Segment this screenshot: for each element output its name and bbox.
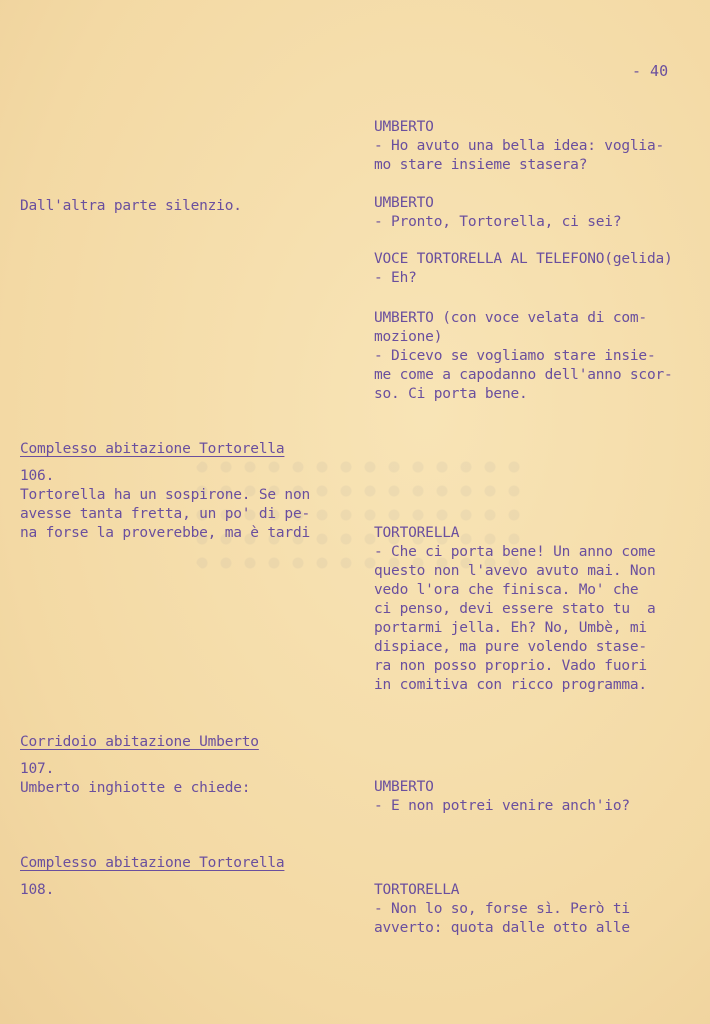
dialogue-line: mo stare insieme stasera? [374,157,588,173]
dialogue-line: in comitiva con ricco programma. [374,677,647,693]
dialogue-line: - Ho avuto una bella idea: voglia- [374,138,665,154]
dialogue-line: vedo l'ora che finisca. Mo' che [374,582,639,598]
dialogue-line: - Pronto, Tortorella, ci sei? [374,214,622,230]
character-name: TORTORELLA [374,882,460,898]
dialogue-line: - E non potrei venire anch'io? [374,798,630,814]
character-name: UMBERTO (con voce velata di com- [374,310,647,326]
action-text: Umberto inghiotte e chiede: [20,780,251,796]
dialogue-line: questo non l'avevo avuto mai. Non [374,563,656,579]
scene-heading: Corridoio abitazione Umberto [20,734,259,750]
dialogue-line: portarmi jella. Eh? No, Umbè, mi [374,620,647,636]
dialogue-line: me come a capodanno dell'anno scor- [374,367,673,383]
dialogue-line: mozione) [374,329,443,345]
dialogue-line: ci penso, devi essere stato tu a [374,601,656,617]
action-text: Dall'altra parte silenzio. [20,198,242,214]
character-name: UMBERTO [374,119,434,135]
scene-number: 108. [20,882,55,898]
dialogue-line: - Non lo so, forse sì. Però ti [374,901,630,917]
scene-number: 106. [20,468,55,484]
dialogue-line: - Eh? [374,270,417,286]
character-name: VOCE TORTORELLA AL TELEFONO(gelida) [374,251,673,267]
dialogue-line: ra non posso proprio. Vado fuori [374,658,647,674]
scene-number: 107. [20,761,55,777]
dialogue-line: - Dicevo se vogliamo stare insie- [374,348,656,364]
scene-heading: Complesso abitazione Tortorella [20,441,285,457]
action-text: Tortorella ha un sospirone. Se non [20,487,311,503]
dialogue-line: so. Ci porta bene. [374,386,528,402]
scene-heading: Complesso abitazione Tortorella [20,855,285,871]
character-name: UMBERTO [374,195,434,211]
dialogue-line: avverto: quota dalle otto alle [374,920,630,936]
action-text: na forse la proverebbe, ma è tardi [20,525,311,541]
action-text: avesse tanta fretta, un po' di pe- [20,506,311,522]
dialogue-line: - Che ci porta bene! Un anno come [374,544,656,560]
dialogue-line: dispiace, ma pure volendo stase- [374,639,647,655]
character-name: TORTORELLA [374,525,460,541]
page-number: - 40 [632,62,669,80]
character-name: UMBERTO [374,779,434,795]
